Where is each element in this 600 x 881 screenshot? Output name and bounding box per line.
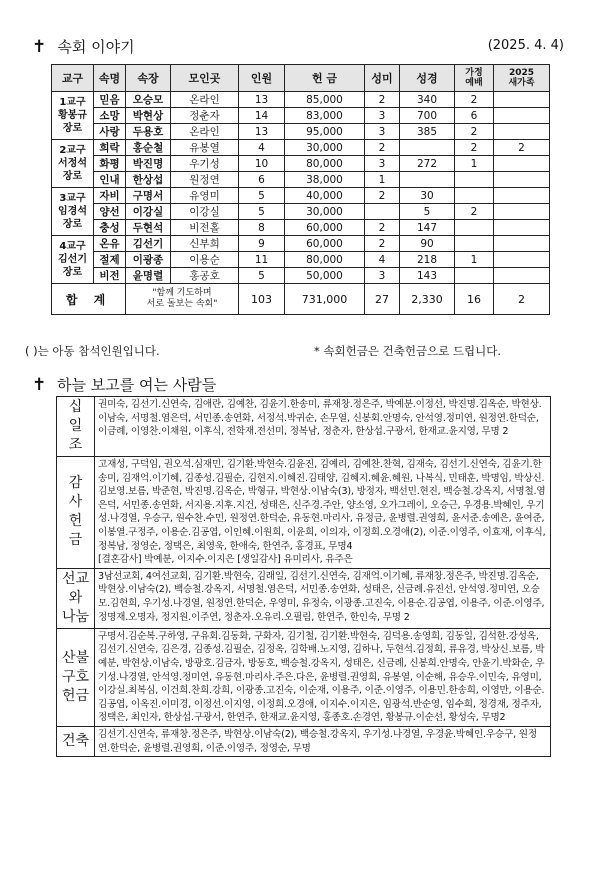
people-cell: 5 [239, 268, 285, 284]
col-bible: 성경 [400, 65, 455, 92]
people-cell: 10 [239, 156, 285, 172]
worship-cell: 2 [455, 204, 494, 220]
donor-row [57, 397, 551, 457]
total-label: 합 계 [52, 284, 126, 315]
donor-row [57, 628, 551, 726]
cross-icon: ✝ [32, 375, 47, 395]
donor-category: 선교 와 나눔 [57, 568, 95, 628]
worship-cell [455, 172, 494, 188]
leader-cell: 박진명 [126, 156, 171, 172]
location-cell: 유봉열 [171, 140, 239, 156]
location-cell: 이강실 [171, 204, 239, 220]
people-cell: 5 [239, 204, 285, 220]
donor-names: 김선기.신연숙, 류재창.정은주, 박현상.이남숙(2), 백승철.강옥지, 우기성.나경열, 우경윤.박혜인.우승구, 원정연.한덕순, 윤병렬.권영희, 이준.이영주, 정영순, 무명 [95, 726, 551, 756]
rice-cell: 1 [365, 172, 400, 188]
offering-cell: 40,000 [285, 188, 365, 204]
leader-cell: 한상섭 [126, 172, 171, 188]
church-district-cell: 4교구 김선기 장로 [52, 236, 94, 284]
location-cell: 온라인 [171, 124, 239, 140]
col-offering: 헌 금 [285, 65, 365, 92]
bible-cell: 700 [400, 108, 455, 124]
table-body [52, 92, 550, 315]
new-family-cell [494, 188, 550, 204]
col-new-family: 2025 새가족 [494, 65, 550, 92]
offering-cell: 60,000 [285, 220, 365, 236]
bible-cell: 143 [400, 268, 455, 284]
offering-cell: 85,000 [285, 92, 365, 108]
table-row [52, 204, 550, 220]
worship-cell: 6 [455, 108, 494, 124]
col-leader: 속장 [126, 65, 171, 92]
new-family-cell [494, 204, 550, 220]
location-cell: 유영미 [171, 188, 239, 204]
cell-name-cell: 비전 [94, 268, 126, 284]
worship-cell [455, 268, 494, 284]
cell-name-cell: 충성 [94, 220, 126, 236]
people-cell: 9 [239, 236, 285, 252]
col-cell-name: 속명 [94, 65, 126, 92]
table-row [52, 92, 550, 108]
total-bible: 2,330 [400, 284, 455, 315]
new-family-cell [494, 236, 550, 252]
report-title: 속회 이야기 [57, 38, 135, 56]
note-offering: * 속회헌금은 건축헌금으로 드립니다. [314, 344, 502, 358]
donor-names: 구명서.김순복.구하영, 구유회.김동화, 구화자, 김기철, 김기환.박현숙, 김덕용.송영희, 김동일, 김석한.강성옥, 김선기.신연숙, 김은경, 김종성.김필순, 김정옥, 김학배.노지영, 김하나, 두현석.김정희, 류유경, 박상신.보름, 박예분, 박현상.이남숙, 방광호.김금자, 방동호, 백승철.강옥지, 성태은, 신금례, 신봉희.안명숙, 안윤기.박화순, 우기성.나경열, 안석영.정미연, 유동현.마리사.주은.다은, 윤병렬.권영희, 유봉열, 이순해, 유승우.이민숙, 유영미, 이강실.최복심, 이건희.찬희.강희, 이광종.고진숙, 이순재, 이용주, 이준.이영주, 이용민.한송희, 이영만, 이용순.김공엽, 이옥진.이미경, 이정선.이지영, 이정희.오경애, 이지수.이지은, 임광석.반순영, 임수희, 정경재, 정주자, 정택은, 최인자, 한상섭.구광서, 한연주, 한재교.윤지영, 홍종호.손경연, 황봉규.이순선, 황성숙, 무명2 [95, 628, 551, 726]
leader-cell: 이광종 [126, 252, 171, 268]
location-cell: 이용순 [171, 252, 239, 268]
worship-cell: 2 [455, 124, 494, 140]
cell-name-cell: 인내 [94, 172, 126, 188]
total-offering: 731,000 [285, 284, 365, 315]
worship-cell [455, 188, 494, 204]
worship-cell: 1 [455, 156, 494, 172]
table-row [52, 124, 550, 140]
donor-row [57, 568, 551, 628]
total-row [52, 284, 550, 315]
table-row [52, 220, 550, 236]
total-worship: 16 [455, 284, 494, 315]
bible-cell: 385 [400, 124, 455, 140]
table-row [52, 156, 550, 172]
offering-cell: 30,000 [285, 204, 365, 220]
table-row [52, 172, 550, 188]
rice-cell [365, 204, 400, 220]
rice-cell: 2 [365, 92, 400, 108]
leader-cell: 김선기 [126, 236, 171, 252]
table-row [52, 108, 550, 124]
people-cell: 5 [239, 188, 285, 204]
cell-name-cell: 믿음 [94, 92, 126, 108]
new-family-cell [494, 268, 550, 284]
bible-cell: 5 [400, 204, 455, 220]
donor-row [57, 726, 551, 756]
leader-cell: 이강실 [126, 204, 171, 220]
offering-cell: 30,000 [285, 140, 365, 156]
cell-name-cell: 자비 [94, 188, 126, 204]
table-header-row [52, 65, 550, 92]
total-people: 103 [239, 284, 285, 315]
leader-cell: 두용호 [126, 124, 171, 140]
col-rice: 성미 [365, 65, 400, 92]
leader-cell: 박현상 [126, 108, 171, 124]
table-row [52, 268, 550, 284]
bible-cell: 340 [400, 92, 455, 108]
leader-cell: 두현석 [126, 220, 171, 236]
report-header [32, 36, 568, 58]
offering-cell: 95,000 [285, 124, 365, 140]
location-cell: 홍공호 [171, 268, 239, 284]
table-row [52, 188, 550, 204]
cell-name-cell: 소망 [94, 108, 126, 124]
cell-name-cell: 화평 [94, 156, 126, 172]
offering-cell: 38,000 [285, 172, 365, 188]
donor-category: 산불 구호 헌금 [57, 628, 95, 726]
cross-icon: ✝ [32, 37, 47, 57]
leader-cell: 오승모 [126, 92, 171, 108]
report-date: (2025. 4. 4) [487, 38, 564, 53]
total-message: "함께 기도하며 서로 돌보는 속회" [126, 284, 239, 315]
rice-cell: 3 [365, 124, 400, 140]
people-cell: 13 [239, 124, 285, 140]
offering-cell: 50,000 [285, 268, 365, 284]
worship-cell [455, 236, 494, 252]
table-row [52, 252, 550, 268]
location-cell: 원정연 [171, 172, 239, 188]
rice-cell: 2 [365, 236, 400, 252]
offering-cell: 80,000 [285, 156, 365, 172]
donors-table [56, 396, 551, 757]
people-cell: 11 [239, 252, 285, 268]
col-people: 인원 [239, 65, 285, 92]
leader-cell: 구명서 [126, 188, 171, 204]
location-cell: 온라인 [171, 92, 239, 108]
location-cell: 우기성 [171, 156, 239, 172]
offering-cell: 60,000 [285, 236, 365, 252]
donor-category: 십 일 조 [57, 397, 95, 457]
worship-cell: 1 [455, 252, 494, 268]
leader-cell: 윤명렬 [126, 268, 171, 284]
leader-cell: 홍순철 [126, 140, 171, 156]
bible-cell [400, 140, 455, 156]
location-cell: 신부희 [171, 236, 239, 252]
donors-header [32, 374, 216, 395]
people-cell: 8 [239, 220, 285, 236]
col-worship: 가정 예배 [455, 65, 494, 92]
total-new-family: 2 [494, 284, 550, 315]
location-cell: 정춘자 [171, 108, 239, 124]
new-family-cell [494, 252, 550, 268]
bible-cell [400, 172, 455, 188]
rice-cell: 2 [365, 188, 400, 204]
donors-body [57, 397, 551, 757]
bible-cell: 90 [400, 236, 455, 252]
new-family-cell [494, 108, 550, 124]
church-district-cell: 3교구 임경석 장로 [52, 188, 94, 236]
new-family-cell [494, 156, 550, 172]
donor-names: 고재성, 구덕임, 권오석.심재민, 김기환.박현숙.김윤진, 김예리, 김예찬.찬혁, 김재숙, 김선기.신연숙, 김윤기.한송미, 김재억.이기혜, 김종성.김필순, 김현지.이혜진.김태양, 김혜지.혜윤.혜원, 나복식, 민태훈, 박명임, 박상신.김보영.보름, 박준현, 박진명.김옥순, 박형규, 박현상.이남숙(3), 방정자, 백선민.현진, 백승철.강옥지, 서명철.염은덕, 서민종.송연화, 서지용.지후.지건, 성태은, 신주경.주안, 양소영, 오가그레이, 오승근, 우경용.박혜인, 우기성.나경열, 우승구, 원수찬.수민, 원정연.한덕순, 유동현.마리사, 유정금, 윤병렬.권영희, 윤서준.송예은, 윤여준, 이봉열.구정주, 이용순.김공엽, 이인혜.이원희, 이윤희, 이의자, 이정희.오경애(2), 이준.이영주, 이효재, 이후식, 정복남, 정영순, 정택은, 최영욱, 한애숙, 한연주, 홍경표, 무명4 [결혼감사] 박예분, 이지수.이지은 [생일감사] 유미리사, 유주은 [95, 457, 551, 569]
people-cell: 6 [239, 172, 285, 188]
cell-name-cell: 희락 [94, 140, 126, 156]
cell-name-cell: 온유 [94, 236, 126, 252]
donor-names: 3남선교회, 4여선교회, 김기환.박현숙, 김래일, 김선기.신연숙, 김재억.이기혜, 류재창.정은주, 박진명.김옥순, 박현상.이남숙(2), 백승철.강옥지, 서명철.염은덕, 서민종.송연화, 성태은, 신금례.유진선, 안석영.정미연, 오승모.김현희, 우기성.나경열, 원정연.한덕순, 우영미, 유정숙, 이광종.고진숙, 이용순.김공엽, 이용주, 이준.이영주, 정명재.오명자, 정지원.이주연, 정춘자.오유리.오필림, 한연주, 한인숙, 무명 2 [95, 568, 551, 628]
bible-cell: 30 [400, 188, 455, 204]
col-church: 교구 [52, 65, 94, 92]
new-family-cell [494, 172, 550, 188]
donor-category: 감 사 헌 금 [57, 457, 95, 569]
rice-cell: 2 [365, 220, 400, 236]
donor-category: 건축 [57, 726, 95, 756]
worship-cell: 2 [455, 92, 494, 108]
offering-cell: 83,000 [285, 108, 365, 124]
worship-cell: 2 [455, 140, 494, 156]
new-family-cell [494, 124, 550, 140]
donors-title: 하늘 보고를 여는 사람들 [57, 376, 217, 394]
rice-cell: 3 [365, 268, 400, 284]
new-family-cell [494, 220, 550, 236]
rice-cell: 2 [365, 140, 400, 156]
rice-cell: 4 [365, 252, 400, 268]
table-row [52, 236, 550, 252]
church-district-cell: 1교구 황봉규 장로 [52, 92, 94, 140]
people-cell: 13 [239, 92, 285, 108]
new-family-cell [494, 92, 550, 108]
bible-cell: 147 [400, 220, 455, 236]
cell-name-cell: 사랑 [94, 124, 126, 140]
people-cell: 4 [239, 140, 285, 156]
offering-cell: 80,000 [285, 252, 365, 268]
rice-cell: 3 [365, 156, 400, 172]
bible-cell: 218 [400, 252, 455, 268]
donor-names: 권미숙, 김선기.신연숙, 김애란, 김예찬, 김윤기.한송미, 류재창.정은주, 박예분.이정선, 박진명.김옥순, 박현상.이남숙, 서명철.염은덕, 서민종.송연화, 서정석.박귀순, 손무열, 신봉회.안명숙, 안석영.정미연, 원정연.한덕순, 이금례, 이영찬.이채원, 이후식, 전학재.전선미, 정복남, 정춘자, 한상섭.구광서, 한재교.윤지영, 무명 2 [95, 397, 551, 457]
church-district-cell: 2교구 서정석 장로 [52, 140, 94, 188]
donor-row [57, 457, 551, 569]
table-row [52, 140, 550, 156]
rice-cell: 3 [365, 108, 400, 124]
cell-group-report-table [51, 64, 550, 315]
note-children: ( )는 아동 참석인원입니다. [25, 344, 160, 358]
new-family-cell: 2 [494, 140, 550, 156]
col-location: 모인곳 [171, 65, 239, 92]
cell-name-cell: 절제 [94, 252, 126, 268]
total-rice: 27 [365, 284, 400, 315]
people-cell: 14 [239, 108, 285, 124]
location-cell: 비전홀 [171, 220, 239, 236]
bible-cell: 272 [400, 156, 455, 172]
cell-name-cell: 양선 [94, 204, 126, 220]
worship-cell [455, 220, 494, 236]
